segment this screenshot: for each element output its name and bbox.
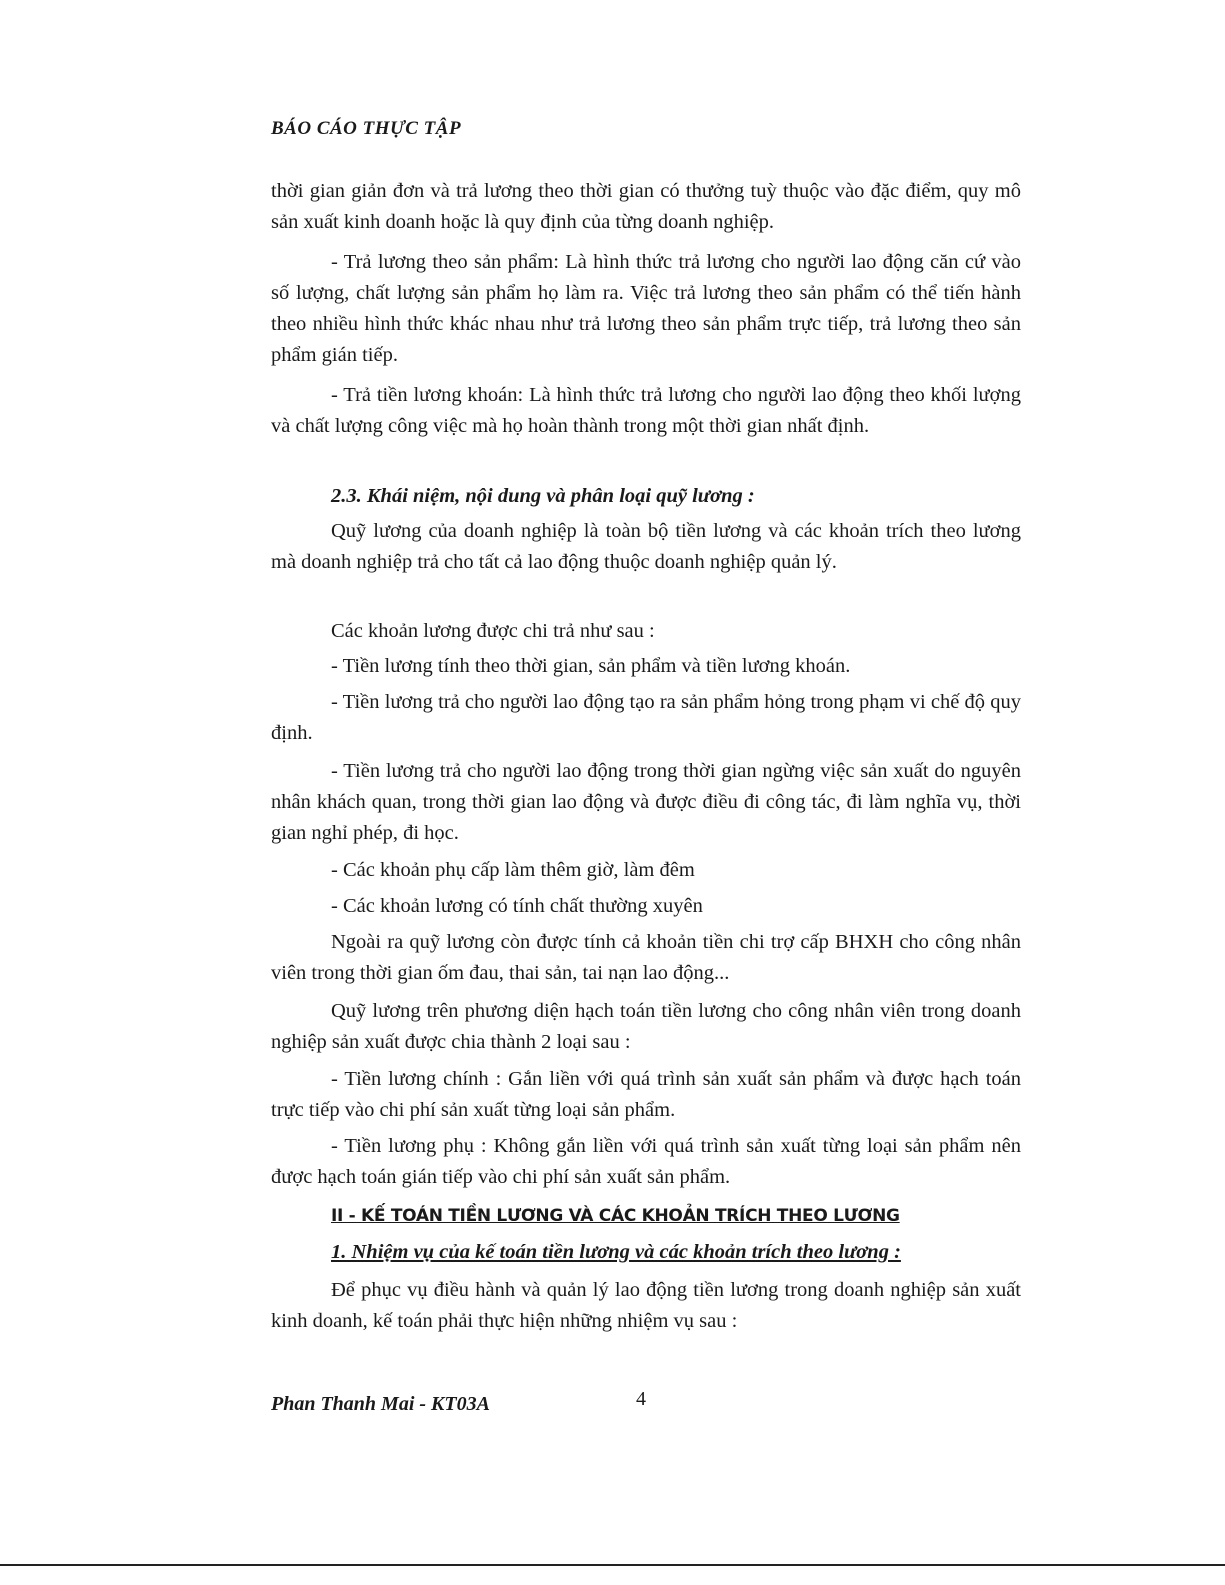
list-item: - Tiền lương tính theo thời gian, sản phẩm và tiền lương khoán. xyxy=(331,655,851,677)
list-item: - Tiền lương chính : Gắn liền với quá trình sản xuất sản phẩm và được hạch toán trực tiếp vào chi phí sản xuất từng loại sản phẩm. xyxy=(271,1068,1021,1121)
list-item: - Tiền lương trả cho người lao động trong thời gian ngừng việc sản xuất do nguyên nhân khách quan, trong thời gian lao động và được điều đi công tác, đi làm nghĩa vụ, thời gian nghỉ phép, đi học. xyxy=(271,760,1021,844)
section-heading-1: 1. Nhiệm vụ của kế toán tiền lương và các khoản trích theo lương : xyxy=(331,1241,901,1263)
footer-author: Phan Thanh Mai - KT03A xyxy=(271,1393,490,1415)
paragraph-wage-items-intro: Các khoản lương được chi trả như sau : xyxy=(331,620,655,642)
paragraph-contract-wage: - Trả tiền lương khoán: Là hình thức trả lương cho người lao động theo khối lượng và chất lượng công việc mà họ hoàn thành trong một thời gian nhất định. xyxy=(271,384,1021,437)
paragraph-tasks-intro: Để phục vụ điều hành và quản lý lao động tiền lương trong doanh nghiệp sản xuất kinh doanh, kế toán phải thực hiện những nhiệm vụ sau : xyxy=(271,1279,1021,1332)
paragraph-wage-types: Quỹ lương trên phương diện hạch toán tiền lương cho công nhân viên trong doanh nghiệp sản xuất được chia thành 2 loại sau : xyxy=(271,1000,1021,1053)
paragraph-wage-fund: Quỹ lương của doanh nghiệp là toàn bộ tiền lương và các khoản trích theo lương mà doanh nghiệp trả cho tất cả lao động thuộc doanh nghiệp quản lý. xyxy=(271,520,1021,573)
paragraph-continuation: thời gian giản đơn và trả lương theo thời gian có thưởng tuỳ thuộc vào đặc điểm, quy mô sản xuất kinh doanh hoặc là quy định của từng doanh nghiệp. xyxy=(271,180,1021,233)
page-bottom-divider xyxy=(0,1564,1225,1566)
list-item: - Các khoản lương có tính chất thường xuyên xyxy=(331,895,703,917)
section-heading-2-3: 2.3. Khái niệm, nội dung và phân loại quỹ lương : xyxy=(331,485,755,507)
list-item: - Tiền lương phụ : Không gắn liền với quá trình sản xuất từng loại sản phẩm nên được hạch toán gián tiếp vào chi phí sản xuất sản phẩm. xyxy=(271,1135,1021,1188)
page-number: 4 xyxy=(636,1388,646,1410)
paragraph-product-wage: - Trả lương theo sản phẩm: Là hình thức trả lương cho người lao động căn cứ vào số lượng, chất lượng sản phẩm họ làm ra. Việc trả lương theo sản phẩm có thể tiến hành theo nhiều hình thức khác nhau như trả lương theo sản phẩm trực tiếp, trả lương theo sản phẩm gián tiếp. xyxy=(271,251,1021,366)
paragraph-social-insurance: Ngoài ra quỹ lương còn được tính cả khoản tiền chi trợ cấp BHXH cho công nhân viên trong thời gian ốm đau, thai sản, tai nạn lao động... xyxy=(271,931,1021,984)
list-item: - Tiền lương trả cho người lao động tạo ra sản phẩm hỏng trong phạm vi chế độ quy định. xyxy=(271,691,1021,744)
page-header: BÁO CÁO THỰC TẬP xyxy=(271,118,462,139)
list-item: - Các khoản phụ cấp làm thêm giờ, làm đêm xyxy=(331,859,695,881)
section-heading-ii: II - KẾ TOÁN TIỀN LƯƠNG VÀ CÁC KHOẢN TRÍCH THEO LƯƠNG xyxy=(331,1206,900,1226)
